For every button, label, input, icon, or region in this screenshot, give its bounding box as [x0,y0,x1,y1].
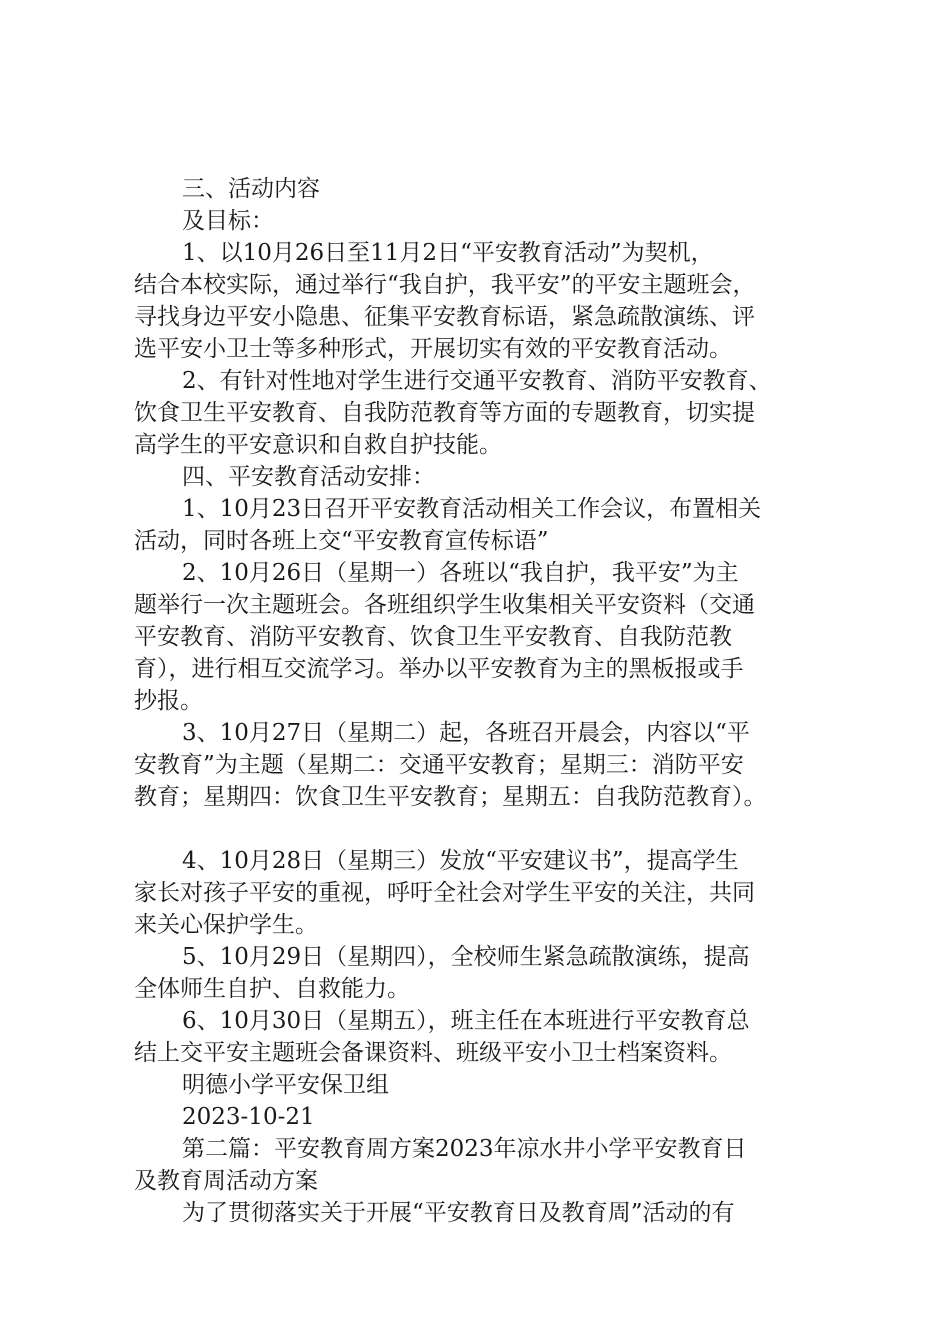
document-body [134,173,824,1229]
text-line: 来关心保护学生。 [134,912,318,938]
paragraph-start: 2、有针对性地对学生进行交通平安教育、消防平安教育、 [182,368,772,394]
text-line: 结合本校实际，通过举行“我自护，我平安”的平安主题班会， [134,272,756,298]
paragraph-start: 3、10月27日（星期二）起，各班召开晨会，内容以“平 [182,720,750,746]
text-line: 饮食卫生平安教育、自我防范教育等方面的专题教育，切实提 [134,400,755,426]
section-heading-activity-content: 三、活动内容 [182,176,320,202]
paragraph-start: 6、10月30日（星期五），班主任在本班进行平安教育总 [182,1008,750,1034]
text-line: 全体师生自护、自救能力。 [134,976,410,1002]
text-line: 结上交平安主题班会备课资料、班级平安小卫士档案资料。 [134,1040,732,1066]
text-line: 家长对孩子平安的重视，呼吁全社会对学生平安的关注，共同 [134,880,755,906]
paragraph-start: 5、10月29日（星期四），全校师生紧急疏散演练，提高 [182,944,750,970]
paragraph-start: 为了贯彻落实关于开展“平安教育日及教育周”活动的有 [182,1200,735,1226]
text-line: 安教育”为主题（星期二：交通平安教育；星期三：消防平安 [134,752,744,778]
text-line: 选平安小卫士等多种形式，开展切实有效的平安教育活动。 [134,336,732,362]
text-line: 抄报。 [134,688,203,714]
second-article-title: 第二篇：平安教育周方案2023年凉水井小学平安教育日 [182,1136,747,1162]
text-line: 育），进行相互交流学习。举办以平安教育为主的黑板报或手 [134,656,744,682]
text-line: 寻找身边平安小隐患、征集平安教育标语，紧急疏散演练、评 [134,304,755,330]
text-line: 活动，同时各班上交“平安教育宣传标语” [134,528,549,554]
text-line: 教育；星期四：饮食卫生平安教育；星期五：自我防范教育）。 [134,784,767,810]
paragraph-start: 2、10月26日（星期一）各班以“我自护，我平安”为主 [182,560,739,586]
second-article-title-cont: 及教育周活动方案 [134,1168,318,1194]
paragraph-start: 1、以10月26日至11月2日“平安教育活动”为契机， [182,240,714,266]
paragraph-start: 1、10月23日召开平安教育活动相关工作会议，布置相关 [182,496,762,522]
signature-organization: 明德小学平安保卫组 [182,1072,389,1098]
text-line: 题举行一次主题班会。各班组织学生收集相关平安资料（交通 [134,592,755,618]
blank-line [134,813,824,845]
section-heading-schedule: 四、平安教育活动安排： [182,464,435,490]
text-line: 及目标： [182,208,274,234]
text-line: 平安教育、消防平安教育、饮食卫生平安教育、自我防范教 [134,624,732,650]
paragraph-start: 4、10月28日（星期三）发放“平安建议书”，提高学生 [182,848,739,874]
signature-date: 2023-10-21 [182,1104,315,1130]
text-line: 高学生的平安意识和自救自护技能。 [134,432,502,458]
